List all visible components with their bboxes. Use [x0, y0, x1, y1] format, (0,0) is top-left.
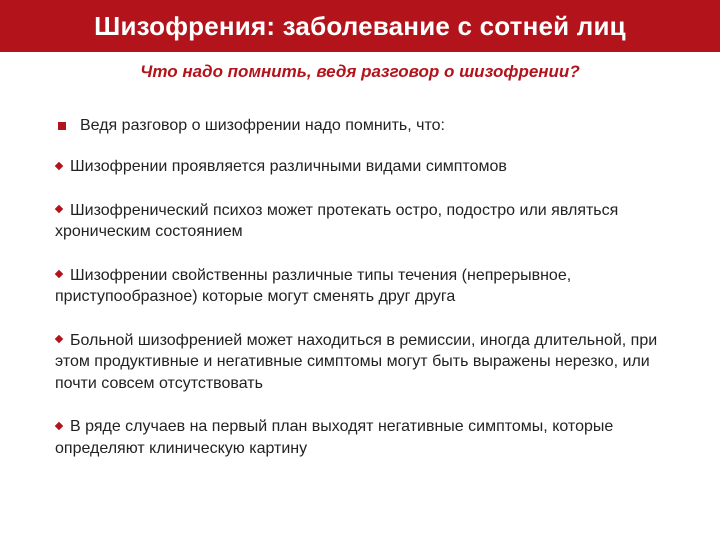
- bullet-text: В ряде случаев на первый план выходят негативные симптомы, которые определяют клиническую картину: [55, 418, 614, 457]
- intro-text: Ведя разговор о шизофрении надо помнить, что:: [80, 117, 445, 134]
- title-bar: [0, 0, 720, 52]
- diamond-bullet-icon: [55, 270, 63, 278]
- list-item: [55, 265, 695, 308]
- diamond-bullet-icon: [55, 335, 63, 343]
- slide-subtitle: Что надо помнить, ведя разговор о шизофрении?: [140, 62, 580, 81]
- bullet-text: Шизофрении свойственны различные типы течения (непрерывное, приступообразное) которые могут сменять друг друга: [55, 266, 572, 305]
- list-item: [55, 200, 695, 243]
- list-item: [55, 156, 695, 178]
- list-item: [55, 416, 695, 459]
- diamond-bullet-icon: [55, 422, 63, 430]
- bullet-text: Больной шизофренией может находиться в ремиссии, иногда длительной, при этом продуктивные и негативные симптомы могут быть выражены нерезко, или почти совсем отсутствовать: [55, 331, 658, 392]
- square-bullet-icon: [58, 122, 66, 130]
- bullet-text: Шизофрении проявляется различными видами симптомов: [70, 158, 507, 175]
- list-item: [55, 330, 695, 395]
- bullet-list: [55, 156, 695, 481]
- slide-title: Шизофрения: заболевание с сотней лиц: [94, 10, 626, 41]
- intro-line: [58, 117, 680, 135]
- diamond-bullet-icon: [55, 162, 63, 170]
- bullet-text: Шизофренический психоз может протекать остро, подостро или являться хроническим состоянием: [55, 201, 619, 240]
- diamond-bullet-icon: [55, 205, 63, 213]
